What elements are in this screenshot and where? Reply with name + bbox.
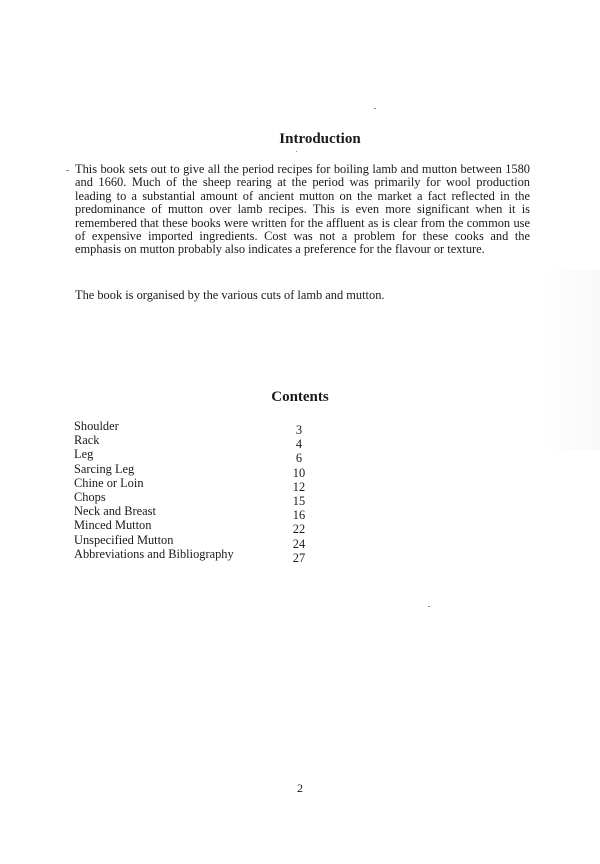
toc-entry-title: Chops bbox=[74, 489, 106, 504]
table-of-contents bbox=[74, 419, 314, 565]
scan-speck bbox=[374, 108, 376, 109]
introduction-paragraph: This book sets out to give all the period recipes for boiling lamb and mutton between 1580 and 1660. Much of the sheep rearing at the period was primarily for wool production leading to a substantial amount of ancient mutton on the market a fact reflected in the predominance of mutton over lamb recipes. This is even more significant when it is remembered that these books were written for the affluent as is clear from the common use of expensive imported ingredients. Cost was not a problem for these cooks and the emphasis on mutton probably also indicates a preference for the flavour or texture. bbox=[75, 162, 530, 257]
toc-entry-title: Chine or Loin bbox=[74, 475, 144, 490]
scan-speck bbox=[66, 170, 69, 171]
toc-entry-page: 24 bbox=[292, 536, 306, 551]
toc-entry-page: 3 bbox=[295, 423, 303, 437]
toc-entry-page: 16 bbox=[292, 508, 306, 523]
page-number: 2 bbox=[297, 781, 303, 795]
toc-entry-page: 27 bbox=[292, 550, 306, 565]
toc-entry bbox=[74, 518, 314, 537]
toc-entry-title: Sarcing Leg bbox=[74, 461, 135, 476]
toc-entry-page: 6 bbox=[295, 451, 303, 466]
toc-entry-page: 22 bbox=[292, 522, 306, 537]
introduction-heading: Introduction bbox=[279, 131, 361, 147]
toc-entry-title: Rack bbox=[74, 433, 100, 448]
toc-entry bbox=[74, 504, 314, 523]
toc-entry-title: Minced Mutton bbox=[74, 518, 152, 533]
toc-entry-page: 15 bbox=[292, 493, 306, 508]
contents-heading: Contents bbox=[271, 389, 329, 405]
scan-speck bbox=[296, 151, 297, 152]
toc-entry bbox=[74, 475, 314, 494]
scan-speck bbox=[428, 606, 430, 607]
toc-entry-page: 4 bbox=[295, 437, 303, 452]
toc-entry-title: Leg bbox=[74, 447, 94, 462]
toc-entry-page: 10 bbox=[292, 465, 306, 480]
toc-entry bbox=[74, 433, 314, 452]
toc-entry bbox=[74, 489, 314, 508]
toc-entry-title: Abbreviations and Bibliography bbox=[74, 546, 234, 561]
toc-entry-page: 12 bbox=[292, 479, 306, 494]
toc-entry-title: Shoulder bbox=[74, 419, 119, 433]
toc-entry bbox=[74, 447, 314, 466]
toc-entry-title: Neck and Breast bbox=[74, 504, 156, 519]
introduction-note: The book is organised by the various cuts of lamb and mutton. bbox=[75, 288, 385, 302]
toc-entry bbox=[74, 532, 314, 551]
toc-entry bbox=[74, 461, 314, 480]
toc-entry bbox=[74, 419, 314, 437]
scan-shading bbox=[540, 270, 600, 450]
toc-entry bbox=[74, 546, 314, 565]
toc-entry-title: Unspecified Mutton bbox=[74, 532, 174, 547]
